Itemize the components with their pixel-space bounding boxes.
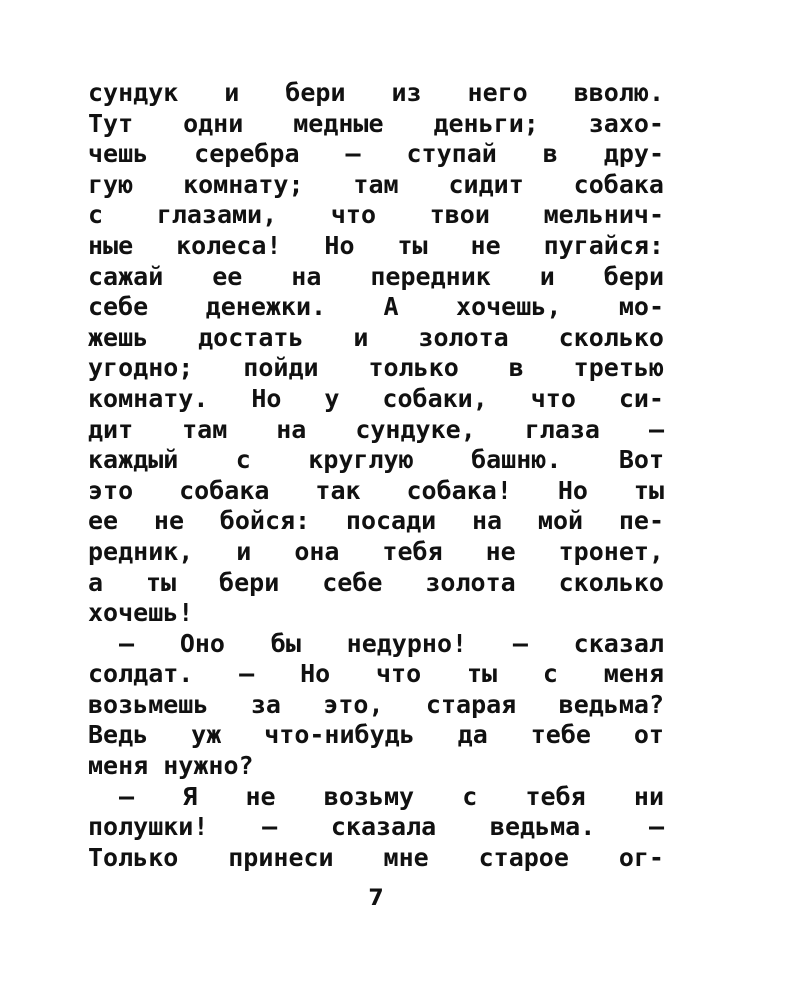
text-line: комнату. Но у собаки, что си- bbox=[88, 383, 664, 413]
text-line: а ты бери себе золота сколько bbox=[88, 567, 664, 597]
text-line: хочешь! bbox=[88, 598, 194, 628]
text-line: себе денежки. А хочешь, мо- bbox=[88, 292, 664, 322]
text-line: гую комнату; там сидит собака bbox=[88, 169, 664, 199]
text-line: возьмешь за это, старая ведьма? bbox=[88, 689, 664, 719]
text-line: Тут одни медные деньги; захо- bbox=[88, 108, 664, 138]
text-line: с глазами, что твои мельнич- bbox=[88, 200, 664, 230]
text-line: — Я не возьму с тебя ни bbox=[119, 781, 664, 811]
text-line: Ведь уж что-нибудь да тебе от bbox=[88, 720, 664, 750]
text-line: сажай ее на передник и бери bbox=[88, 261, 664, 291]
text-body bbox=[88, 78, 664, 873]
text-line: ее не бойся: посади на мой пе- bbox=[88, 506, 664, 536]
text-line: редник, и она тебя не тронет, bbox=[88, 536, 664, 566]
text-line: каждый с круглую башню. Вот bbox=[88, 445, 664, 475]
text-line: чешь серебра — ступай в дру- bbox=[88, 139, 664, 169]
text-line: это собака так собака! Но ты bbox=[88, 475, 664, 505]
text-line: дит там на сундуке, глаза — bbox=[88, 414, 664, 444]
text-line: сундук и бери из него вволю. bbox=[88, 78, 664, 107]
text-line: ные колеса! Но ты не пугайся: bbox=[88, 230, 664, 260]
page-number: 7 bbox=[368, 886, 384, 911]
text-line: жешь достать и золота сколько bbox=[88, 322, 664, 352]
text-line: полушки! — сказала ведьма. — bbox=[88, 812, 664, 842]
text-line: — Оно бы недурно! — сказал bbox=[119, 628, 664, 658]
text-line: меня нужно? bbox=[88, 751, 254, 781]
text-line: угодно; пойди только в третью bbox=[88, 353, 664, 383]
text-line: Только принеси мне старое ог- bbox=[88, 842, 664, 872]
text-line: солдат. — Но что ты с меня bbox=[88, 659, 664, 689]
